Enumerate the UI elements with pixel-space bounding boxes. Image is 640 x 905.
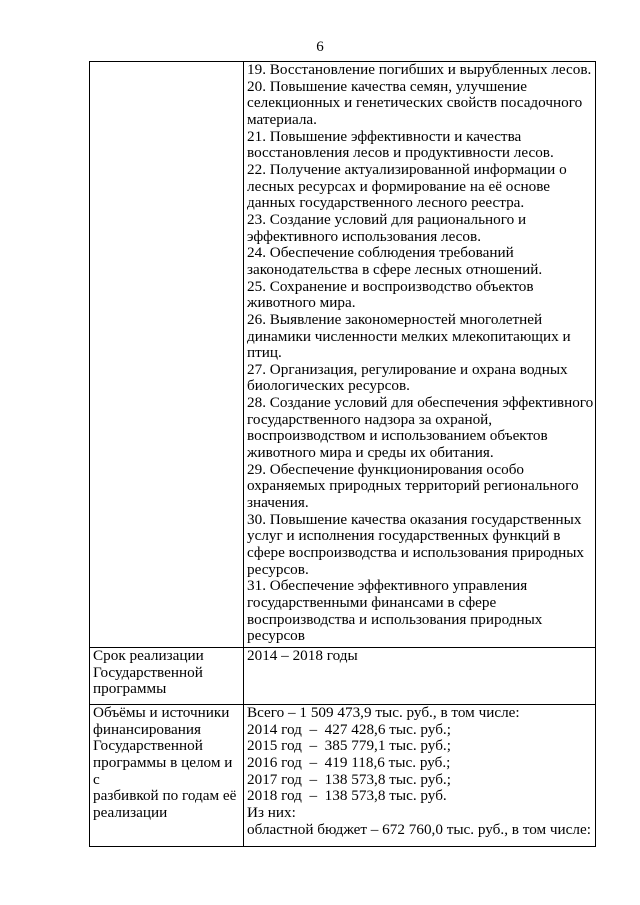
goal-line: 25. Сохранение и воспроизводство объектов (247, 277, 534, 295)
program-passport-table (89, 61, 596, 847)
goal-line: данных государственного лесного реестра. (247, 194, 525, 212)
financing-year-line: 2014 год – 427 428,6 тыс. руб.; (247, 720, 451, 738)
financing-label-line: реализации (93, 803, 168, 821)
goal-line: эффективного использования лесов. (247, 227, 481, 245)
goal-line: 27. Организация, регулирование и охрана водных (247, 360, 568, 378)
term-label-cell (90, 648, 244, 705)
term-label-line: Срок реализации (93, 647, 204, 664)
term-value-cell (244, 648, 596, 705)
goal-line: 19. Восстановление погибших и вырубленных лесов. (247, 61, 592, 78)
goal-line: 23. Создание условий для рационального и (247, 210, 527, 228)
financing-label-cell (90, 705, 244, 847)
goal-line: 31. Обеспечение эффективного управления (247, 577, 528, 595)
financing-value-cell (244, 705, 596, 847)
term-label-line: Государственной (93, 663, 203, 681)
goal-line: законодательства в сфере лесных отношений. (247, 260, 543, 278)
goal-line: животного мира и среды их обитания. (247, 444, 494, 462)
goal-line: государственного надзора за охраной, (247, 410, 493, 428)
goal-line: 24. Обеспечение соблюдения требований (247, 244, 514, 262)
financing-label-line: Объёмы и источники (93, 704, 230, 721)
term-label-line: программы (93, 680, 167, 698)
financing-year-line: 2015 год – 385 779,1 тыс. руб.; (247, 737, 451, 755)
goal-line: 26. Выявление закономерностей многолетней (247, 310, 543, 328)
table-row-term (90, 648, 596, 705)
goal-line: материала. (247, 110, 317, 128)
goal-line: услуг и исполнения государственных функций в (247, 527, 561, 545)
financing-label-line: разбивкой по годам её (93, 787, 237, 805)
financing-regional-budget-line: областной бюджет – 672 760,0 тыс. руб., в том числе: (247, 820, 591, 838)
goal-line: 29. Обеспечение функционирования особо (247, 460, 525, 478)
goal-line: 20. Повышение качества семян, улучшение (247, 77, 528, 95)
financing-subheading-line: Из них: (247, 803, 296, 821)
table-row-goals-continuation (90, 62, 596, 648)
goal-line: 22. Получение актуализированной информации о (247, 160, 567, 178)
goal-line: государственными финансами в сфере (247, 594, 497, 611)
goal-line: динамики численности мелких млекопитающих и (247, 327, 571, 345)
goal-line: лесных ресурсах и формирование на её основе (247, 177, 551, 195)
goal-line: 28. Создание условий для обеспечения эффективного (247, 394, 594, 412)
goal-line: восстановления лесов и продуктивности лесов. (247, 144, 554, 162)
goal-line: 30. Повышение качества оказания государственных (247, 510, 582, 528)
financing-label-line: Государственной (93, 737, 203, 755)
goal-line: охраняемых природных территорий регионального (247, 477, 579, 495)
goal-line: животного мира. (247, 294, 356, 312)
goal-line: 21. Повышение эффективности и качества (247, 127, 522, 145)
financing-label-line: финансирования (93, 720, 201, 738)
goal-line: биологических ресурсов. (247, 377, 410, 395)
financing-year-line: 2018 год – 138 573,8 тыс. руб. (247, 787, 447, 805)
table-row-financing (90, 705, 596, 847)
term-value: 2014 – 2018 годы (247, 647, 358, 664)
goal-line: значения. (247, 494, 309, 512)
goal-line: ресурсов (247, 627, 305, 645)
page-number: 6 (316, 39, 324, 55)
financing-year-line: 2016 год – 419 118,6 тыс. руб.; (247, 753, 451, 771)
goal-line: сфере воспроизводства и использования природных (247, 544, 585, 562)
financing-year-line: 2017 год – 138 573,8 тыс. руб.; (247, 770, 451, 788)
goals-list-cell (244, 62, 596, 648)
goal-line: воспроизводства и использования природных (247, 610, 543, 628)
goal-line: селекционных и генетических свойств посадочного (247, 94, 583, 112)
goal-line: ресурсов. (247, 560, 309, 578)
goals-label-cell (90, 62, 244, 648)
goal-line: воспроизводством и использованием объектов (247, 427, 548, 445)
financing-label-line: программы в целом и с (93, 753, 233, 788)
financing-total-line: Всего – 1 509 473,9 тыс. руб., в том числе: (247, 704, 520, 721)
goal-line: птиц. (247, 344, 282, 362)
